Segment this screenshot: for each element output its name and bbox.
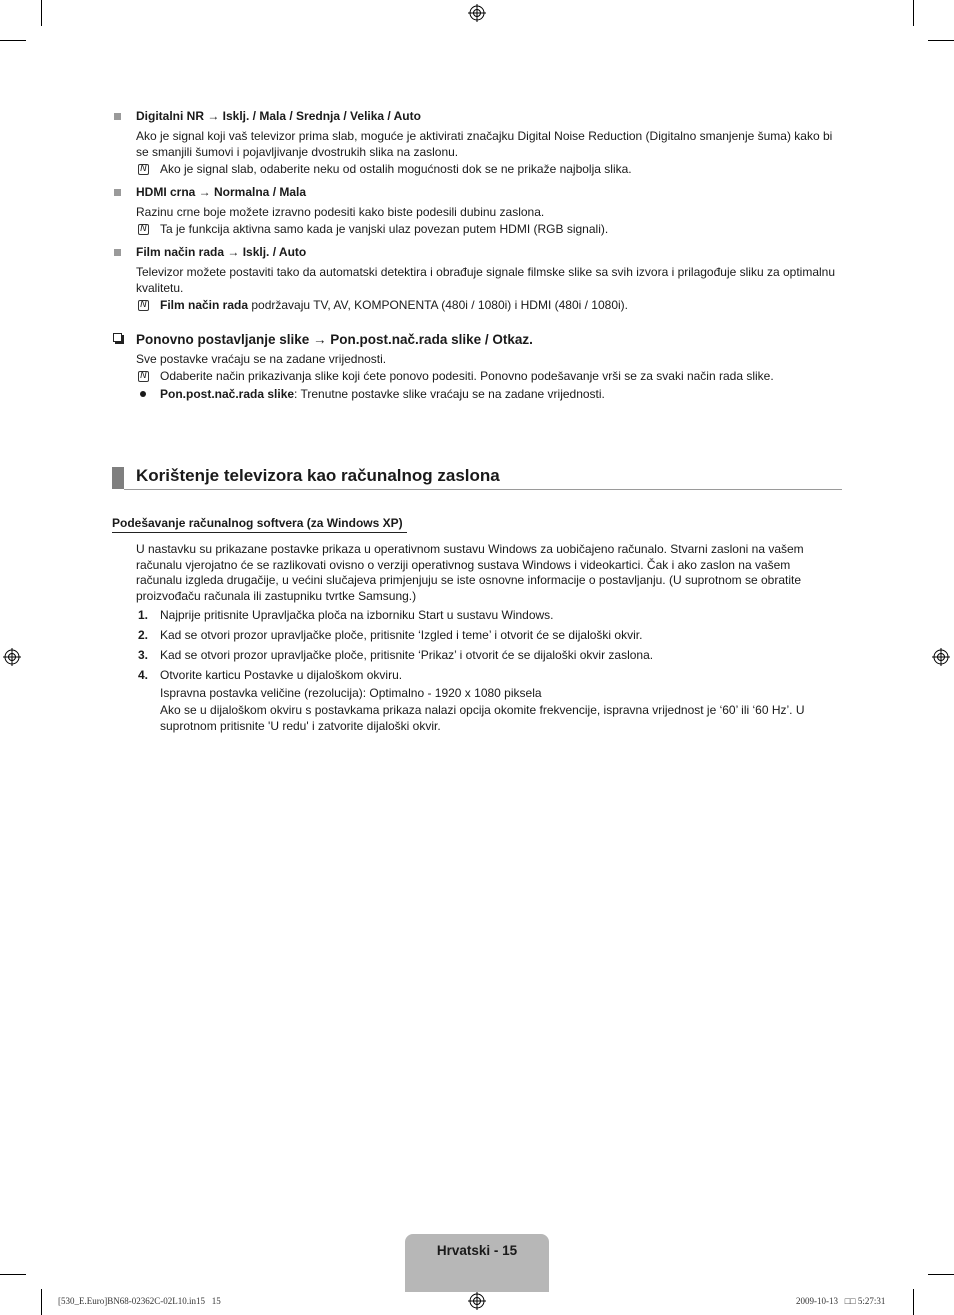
item-body: Ako je signal koji vaš televizor prima slab, moguće je aktivirati značajku Digital Noise Reduction (Digitalno smanjenje šuma) kako bi se smanjili šumovi i pojavljivanje dvostrukih slika na zaslonu.	[136, 129, 833, 159]
reset-heading: Ponovno postavljanje slike → Pon.post.nač.rada slike / Otkaz.	[136, 332, 533, 347]
crop-mark	[913, 1289, 914, 1315]
note-icon: N	[138, 371, 149, 382]
step-text: Najprije pritisnite Upravljačka ploča na izborniku Start u sustavu Windows.	[160, 608, 554, 622]
step-number: 1.	[138, 608, 149, 622]
subtitle-underline	[112, 532, 407, 533]
footer-timestamp: 2009-10-13 □□ 5:27:31	[796, 1296, 886, 1306]
crop-mark	[928, 1274, 954, 1275]
section-subtitle: Podešavanje računalnog softvera (za Windows XP)	[112, 516, 403, 530]
step-text: Otvorite karticu Postavke u dijaloškom okviru.	[160, 668, 403, 682]
registration-mark-icon	[3, 648, 21, 666]
step-number: 4.	[138, 668, 149, 682]
note-icon: N	[138, 300, 149, 311]
crop-mark	[0, 1274, 26, 1275]
section-title: Korištenje televizora kao računalnog zaslona	[136, 466, 500, 485]
reset-bullet	[160, 387, 840, 403]
step-text-line: Ako se u dijaloškom okviru s postavkama prikaza nalazi opcija okomite frekvencije, ispravna vrijednost je ‘60’ ili ‘60 Hz’. U suprotnom pritisnite 'U redu' i zatvorite dijaloški okvir.	[160, 703, 805, 733]
note-bold: Film način rada	[160, 298, 249, 312]
dot-bullet-icon	[140, 391, 146, 397]
item-body: Razinu crne boje možete izravno podesiti kako biste podesili dubinu zaslona.	[136, 205, 545, 219]
note-icon: N	[138, 224, 149, 235]
step-text-line: Ispravna postavka veličine (rezolucija): Optimalno - 1920 x 1080 piksela	[160, 686, 542, 700]
item-heading: HDMI crna → Normalna / Mala	[136, 185, 307, 199]
checkbox-bullet-icon	[113, 333, 122, 342]
item-note: Ako je signal slab, odaberite neku od ostalih mogućnosti dok se ne prikaže najbolja slika.	[160, 162, 632, 176]
item-body: Televizor možete postaviti tako da automatski detektira i obrađuje signale filmske slike sa svih izvora i prilagođuje sliku za optimalnu kvalitetu.	[136, 265, 835, 295]
crop-mark	[41, 1289, 42, 1315]
crop-mark	[928, 40, 954, 41]
note-rest: podržavaju TV, AV, KOMPONENTA (480i / 1080i) i HDMI (480i / 1080i).	[248, 298, 628, 312]
bullet-bold: Pon.post.nač.rada slike	[160, 387, 295, 401]
crop-mark	[913, 0, 914, 26]
footer-file: [530_E.Euro]BN68-02362C-02L10.in15 15	[58, 1296, 221, 1306]
step-number: 3.	[138, 648, 149, 662]
reset-body: Sve postavke vraćaju se na zadane vrijednosti.	[136, 352, 387, 366]
registration-mark-icon	[468, 4, 486, 22]
section-intro: U nastavku su prikazane postavke prikaza u operativnom sustavu Windows za uobičajeno računalo. Stvarni zasloni na vašem računalu vjerojatno će se razlikovati ovisno o verziji operativnog sustava Windows i videokartici. Čak i ako zaslon na vašem računalu izgleda drugačije, u većini slučajeva primjenjuju se iste osnovne informacije o postavljanju. (U suprotnom se obratite proizvođaču računala ili zastupniku tvrtke Samsung.)	[136, 542, 804, 603]
note-icon: N	[138, 164, 149, 175]
step-text: Kad se otvori prozor upravljačke ploče, pritisnite ‘Prikaz’ i otvorit će se dijaloški okvir zaslona.	[160, 648, 654, 662]
item-note	[160, 298, 840, 314]
square-bullet-icon	[114, 249, 121, 256]
registration-mark-icon	[468, 1292, 486, 1310]
crop-mark	[41, 0, 42, 26]
section-rule	[124, 489, 842, 490]
crop-mark	[0, 40, 26, 41]
step-text: Kad se otvori prozor upravljačke ploče, pritisnite ‘Izgled i teme’ i otvorit će se dijaloški okvir.	[160, 628, 643, 642]
item-note: Ta je funkcija aktivna samo kada je vanjski ulaz povezan putem HDMI (RGB signali).	[160, 222, 609, 236]
item-heading: Film način rada → Isklj. / Auto	[136, 245, 307, 259]
square-bullet-icon	[114, 189, 121, 196]
bullet-rest: : Trenutne postavke slike vraćaju se na zadane vrijednosti.	[294, 387, 605, 401]
section-bar	[112, 467, 124, 489]
page-number-label: Hrvatski - 15	[436, 1243, 518, 1258]
registration-mark-icon	[932, 648, 950, 666]
step-number: 2.	[138, 628, 149, 642]
square-bullet-icon	[114, 113, 121, 120]
item-heading: Digitalni NR → Isklj. / Mala / Srednja / Velika / Auto	[136, 109, 421, 123]
reset-note: Odaberite način prikazivanja slike koji ćete ponovo podesiti. Ponovno podešavanje vrši se za svaki način rada slike.	[160, 369, 774, 383]
